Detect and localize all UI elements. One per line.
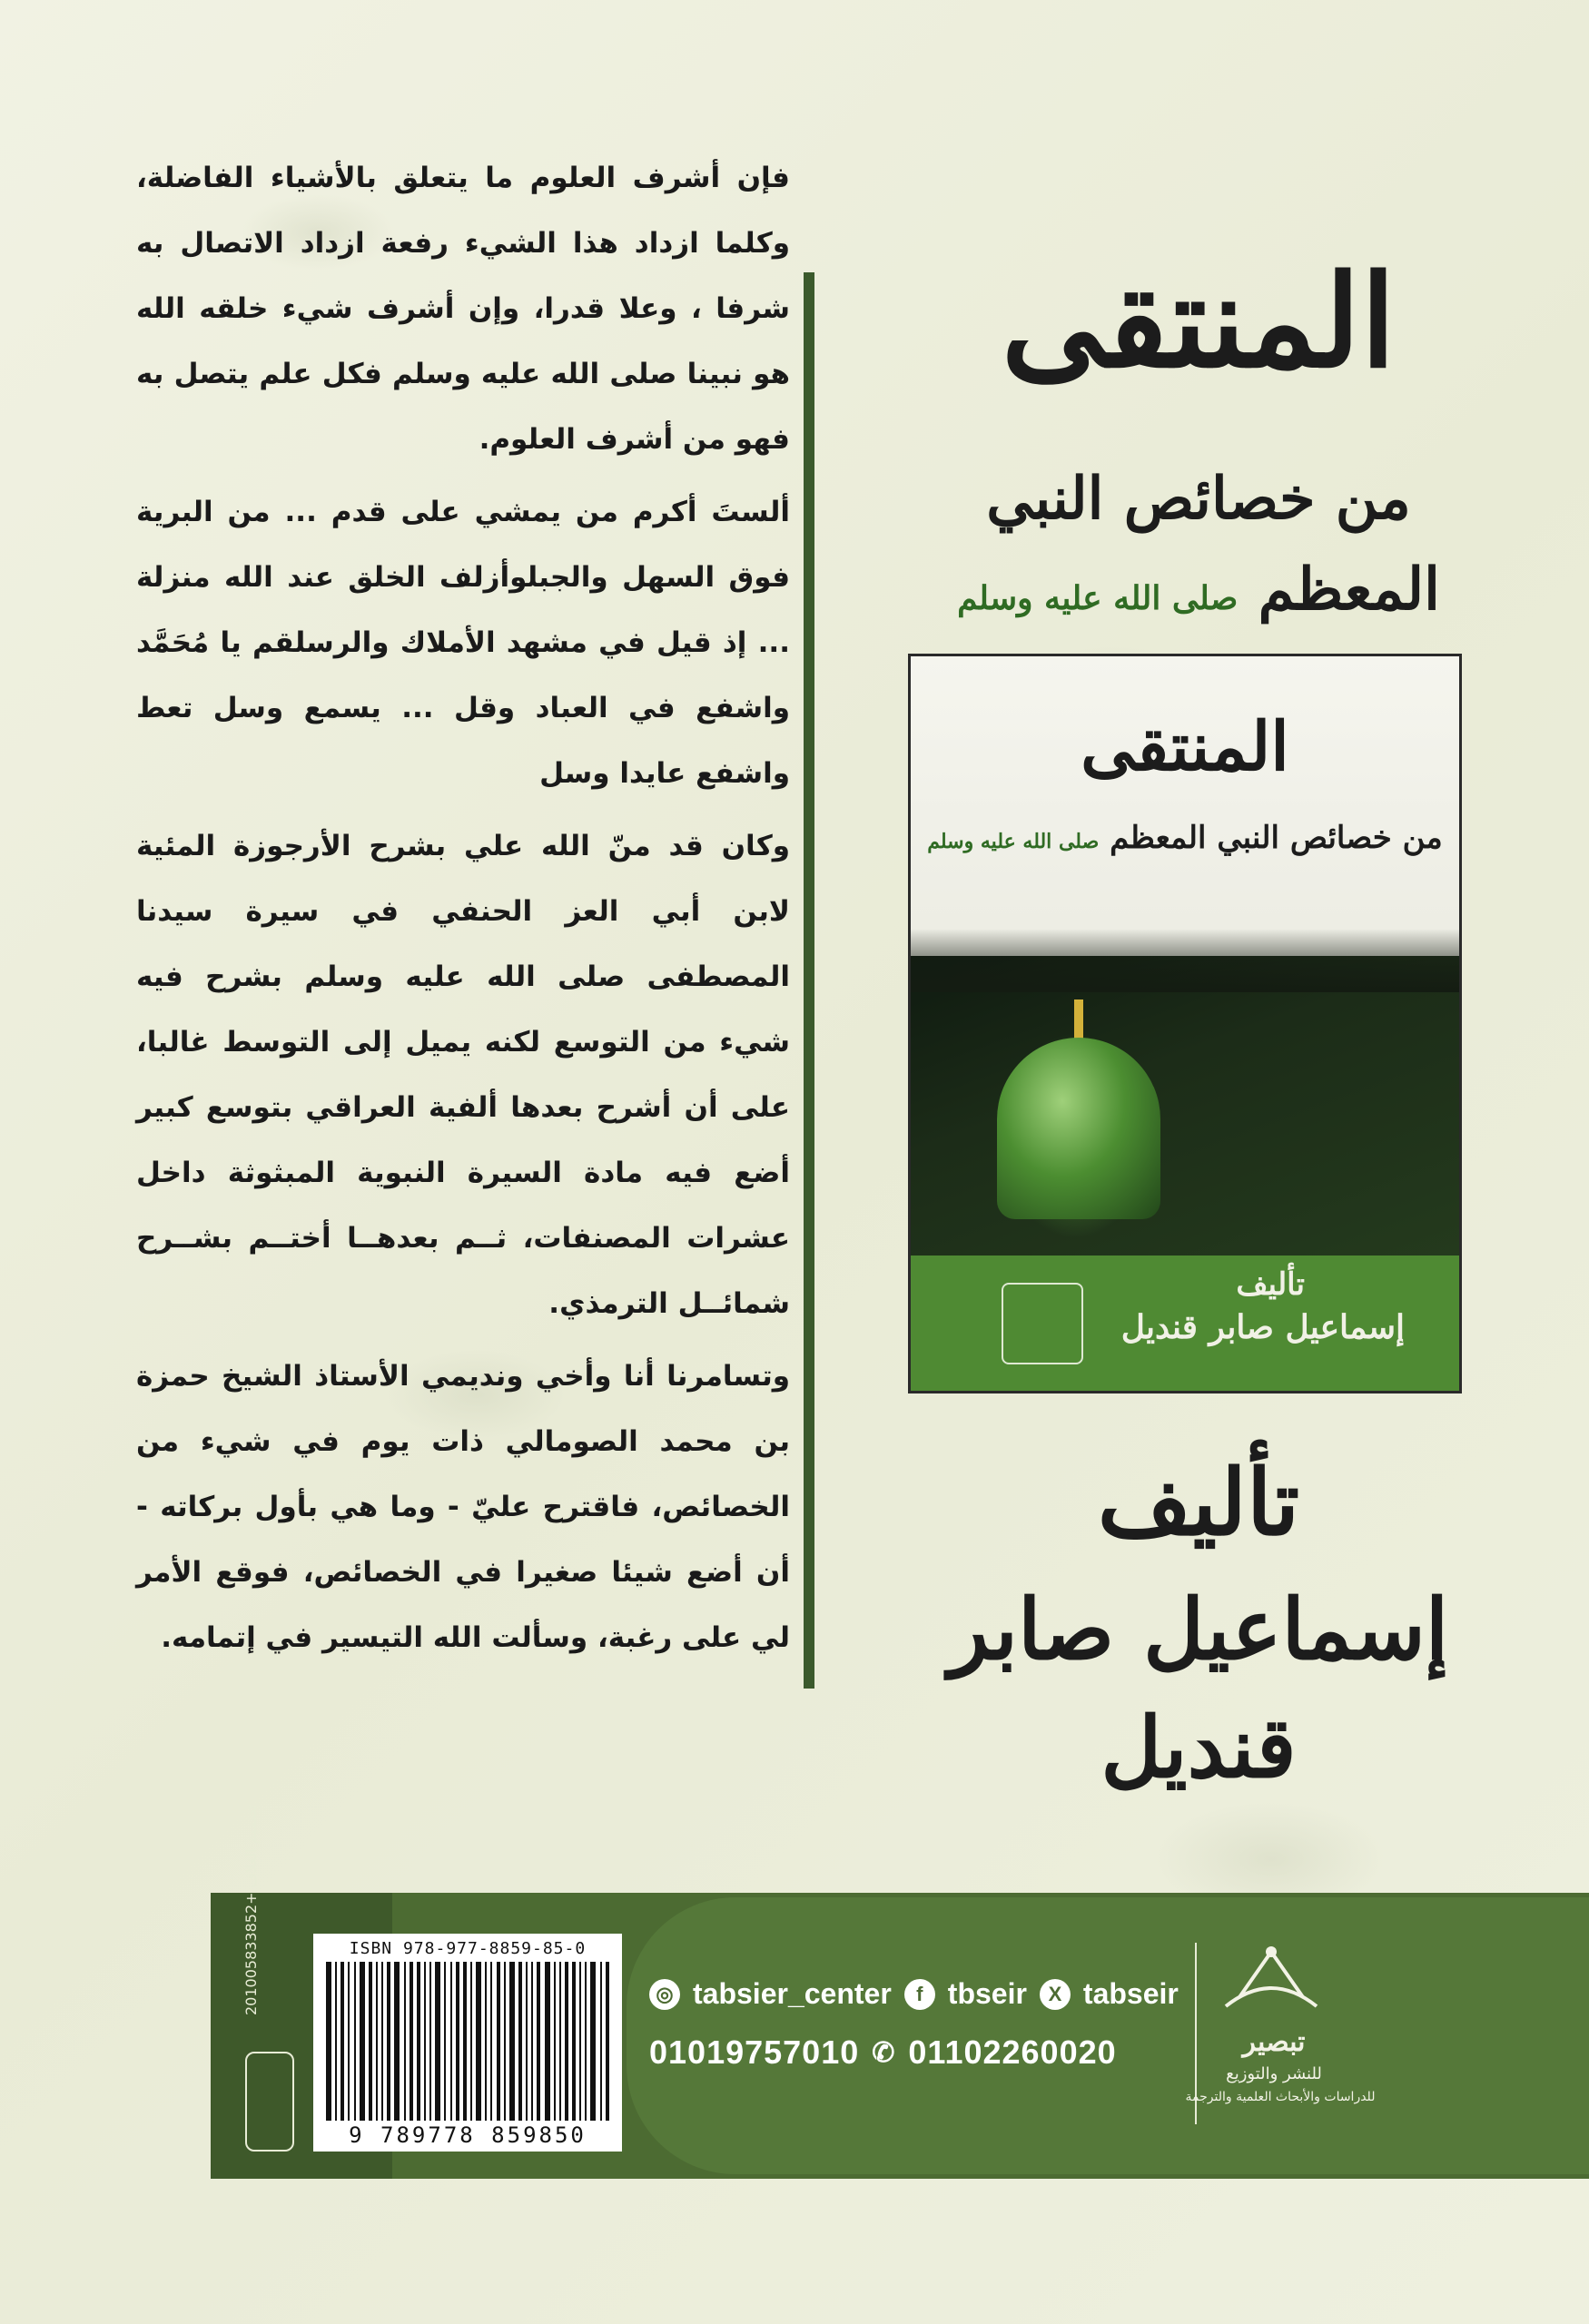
phone-1[interactable]: 01019757010 [649, 2034, 860, 2071]
thumbnail-publisher-logo-icon [1002, 1283, 1083, 1364]
barcode-bar [585, 1962, 587, 2121]
thumbnail-title: المنتقى [1081, 708, 1289, 786]
barcode-bar [476, 1962, 481, 2121]
barcode-bar [600, 1962, 602, 2121]
front-cover-thumbnail [908, 654, 1462, 1393]
barcode-bar [387, 1962, 390, 2121]
barcode-bar [360, 1962, 365, 2121]
barcode-bar [381, 1962, 383, 2121]
barcode-bar [429, 1962, 431, 2121]
vertical-divider [804, 272, 814, 1689]
blurb-paragraph: فإن أشرف العلوم ما يتعلق بالأشياء الفاضلة، وكلما ازداد هذا الشيء رفعة ازداد الاتصال به شرفا ، وعلا قدرا، وإن أشرف شيء خلقه الله هو نبينا صلى الله عليه وسلم فكل علم يتصل به فهو من أشرف العلوم. [136, 162, 790, 456]
barcode-bar [509, 1962, 515, 2121]
barcode-bar [537, 1962, 540, 2121]
barcode-bar [463, 1962, 467, 2121]
author-label: تأليف [1097, 1449, 1300, 1556]
publisher-name: تبصير [1242, 2026, 1306, 2058]
barcode-bar [417, 1962, 420, 2121]
blurb-paragraph: وكان قد منّ الله علي بشرح الأرجوزة المئية لابن أبي العز الحنفي في سيرة سيدنا المصطفى صلى الله عليه وسلم بشرح فيه شيء من التوسع لكنه يميل إلى التوسط غالبا، على أن أشرح بعدها ألفية العراقي بتوسع كبير أضع فيه مادة السيرة النبوية المبثوثة داخل عشرات المصنفات، ثــم بعدهــا أختــم بشــرح شمائــل الترمذي. [136, 830, 790, 1320]
barcode-bar [326, 1962, 331, 2121]
subtitle-text: من خصائص النبي المعظم [986, 465, 1440, 624]
isbn-digits: 9 789778 859850 [349, 2122, 587, 2148]
blurb-paragraph: وتسامرنا أنا وأخي ونديمي الأستاذ الشيخ حمزة بن محمد الصومالي ذات يوم في شيء من الخصائص، فاقترح عليّ - وما هي بأول بركاته - أن أضع شيئا صغيرا في الخصائص، فوقع الأمر لي على رغبة، وسألت الله التيسير في إتمامه. [136, 1360, 790, 1654]
barcode-bar [410, 1962, 413, 2121]
barcode-bar [340, 1962, 344, 2121]
barcode-bar [369, 1962, 372, 2121]
social-links [649, 1977, 1179, 2011]
isbn-barcode [313, 1934, 622, 2152]
barcode-bar [606, 1962, 609, 2121]
book-title: المنتقى [1001, 248, 1397, 397]
phone-2[interactable]: 01102260020 [908, 2034, 1117, 2071]
barcode-bar [526, 1962, 528, 2121]
barcode-bars [326, 1962, 609, 2121]
social-website[interactable]: tabsier_center [693, 1977, 892, 2010]
green-dome-icon [997, 1038, 1160, 1219]
barcode-bar [485, 1962, 487, 2121]
barcode-bar [394, 1962, 400, 2121]
dome-finial-icon [1074, 1000, 1083, 1043]
social-facebook[interactable]: tbseir [947, 1977, 1027, 2010]
social-x[interactable]: tabseir [1082, 1977, 1179, 2010]
website-icon: ◎ [649, 1979, 680, 2010]
phone-numbers [649, 2034, 1117, 2072]
phone-icon: ✆ [872, 2037, 896, 2068]
barcode-bar [335, 1962, 337, 2121]
barcode-bar [404, 1962, 406, 2121]
thumbnail-brush-stroke [911, 929, 1459, 992]
isbn-label: ISBN 978-977-8859-85-0 [349, 1939, 587, 1958]
barcode-bar [572, 1962, 576, 2121]
publisher-tagline: للنشر والتوزيع [1226, 2064, 1322, 2083]
barcode-bar [376, 1962, 378, 2121]
barcode-bar [565, 1962, 568, 2121]
thumbnail-subtitle [911, 811, 1459, 869]
designer-credit-text: تصميم الغلاف +201005833852 [242, 1805, 260, 2015]
barcode-bar [354, 1962, 356, 2121]
barcode-bar [531, 1962, 533, 2121]
barcode-bar [470, 1962, 472, 2121]
barcode-bar [450, 1962, 452, 2121]
barcode-bar [348, 1962, 350, 2121]
barcode-bar [497, 1962, 500, 2121]
barcode-bar [590, 1962, 596, 2121]
barcode-bar [424, 1962, 426, 2121]
barcode-bar [490, 1962, 492, 2121]
back-cover-blurb [136, 145, 790, 1670]
honorific-seal: صلى الله عليه وسلم [957, 579, 1239, 617]
barcode-bar [579, 1962, 581, 2121]
publisher-tagline-secondary: للدراسات والأبحاث العلمية والترجمة [1185, 2090, 1376, 2104]
thumbnail-author-name: إسماعيل صابر قنديل [1120, 1308, 1405, 1346]
thumbnail-mosque-scene [911, 956, 1459, 1256]
barcode-bar [444, 1962, 446, 2121]
thumbnail-honorific: صلى الله عليه وسلم [927, 830, 1100, 853]
publisher-logo-icon [1208, 1934, 1335, 2034]
author-name: إسماعيل صابر قنديل [948, 1581, 1449, 1797]
thumbnail-subtitle-text: من خصائص النبي المعظم [1110, 820, 1443, 856]
barcode-bar [554, 1962, 556, 2121]
barcode-bar [435, 1962, 440, 2121]
thumbnail-top-panel [911, 656, 1459, 956]
book-subtitle [899, 454, 1498, 644]
cover-designer-credit [238, 1805, 301, 2170]
barcode-bar [518, 1962, 522, 2121]
barcode-bar [545, 1962, 550, 2121]
barcode-bar [559, 1962, 561, 2121]
thumbnail-author-label: تأليف [1236, 1266, 1305, 1303]
blurb-poem: ألستَ أكرم من يمشي على قدم ... من البرية فوق السهل والجبلوأزلف الخلق عند الله منزلة ... إذ قيل في مشهد الأملاك والرسلقم يا مُحَمَّد واشفع في العباد وقل ... يسمع وسل تعط واشفع عايدا وسل [136, 496, 790, 790]
designer-logo-icon [245, 2052, 294, 2152]
barcode-bar [504, 1962, 506, 2121]
x-icon: X [1040, 1979, 1071, 2010]
facebook-icon: f [904, 1979, 935, 2010]
barcode-bar [456, 1962, 459, 2121]
